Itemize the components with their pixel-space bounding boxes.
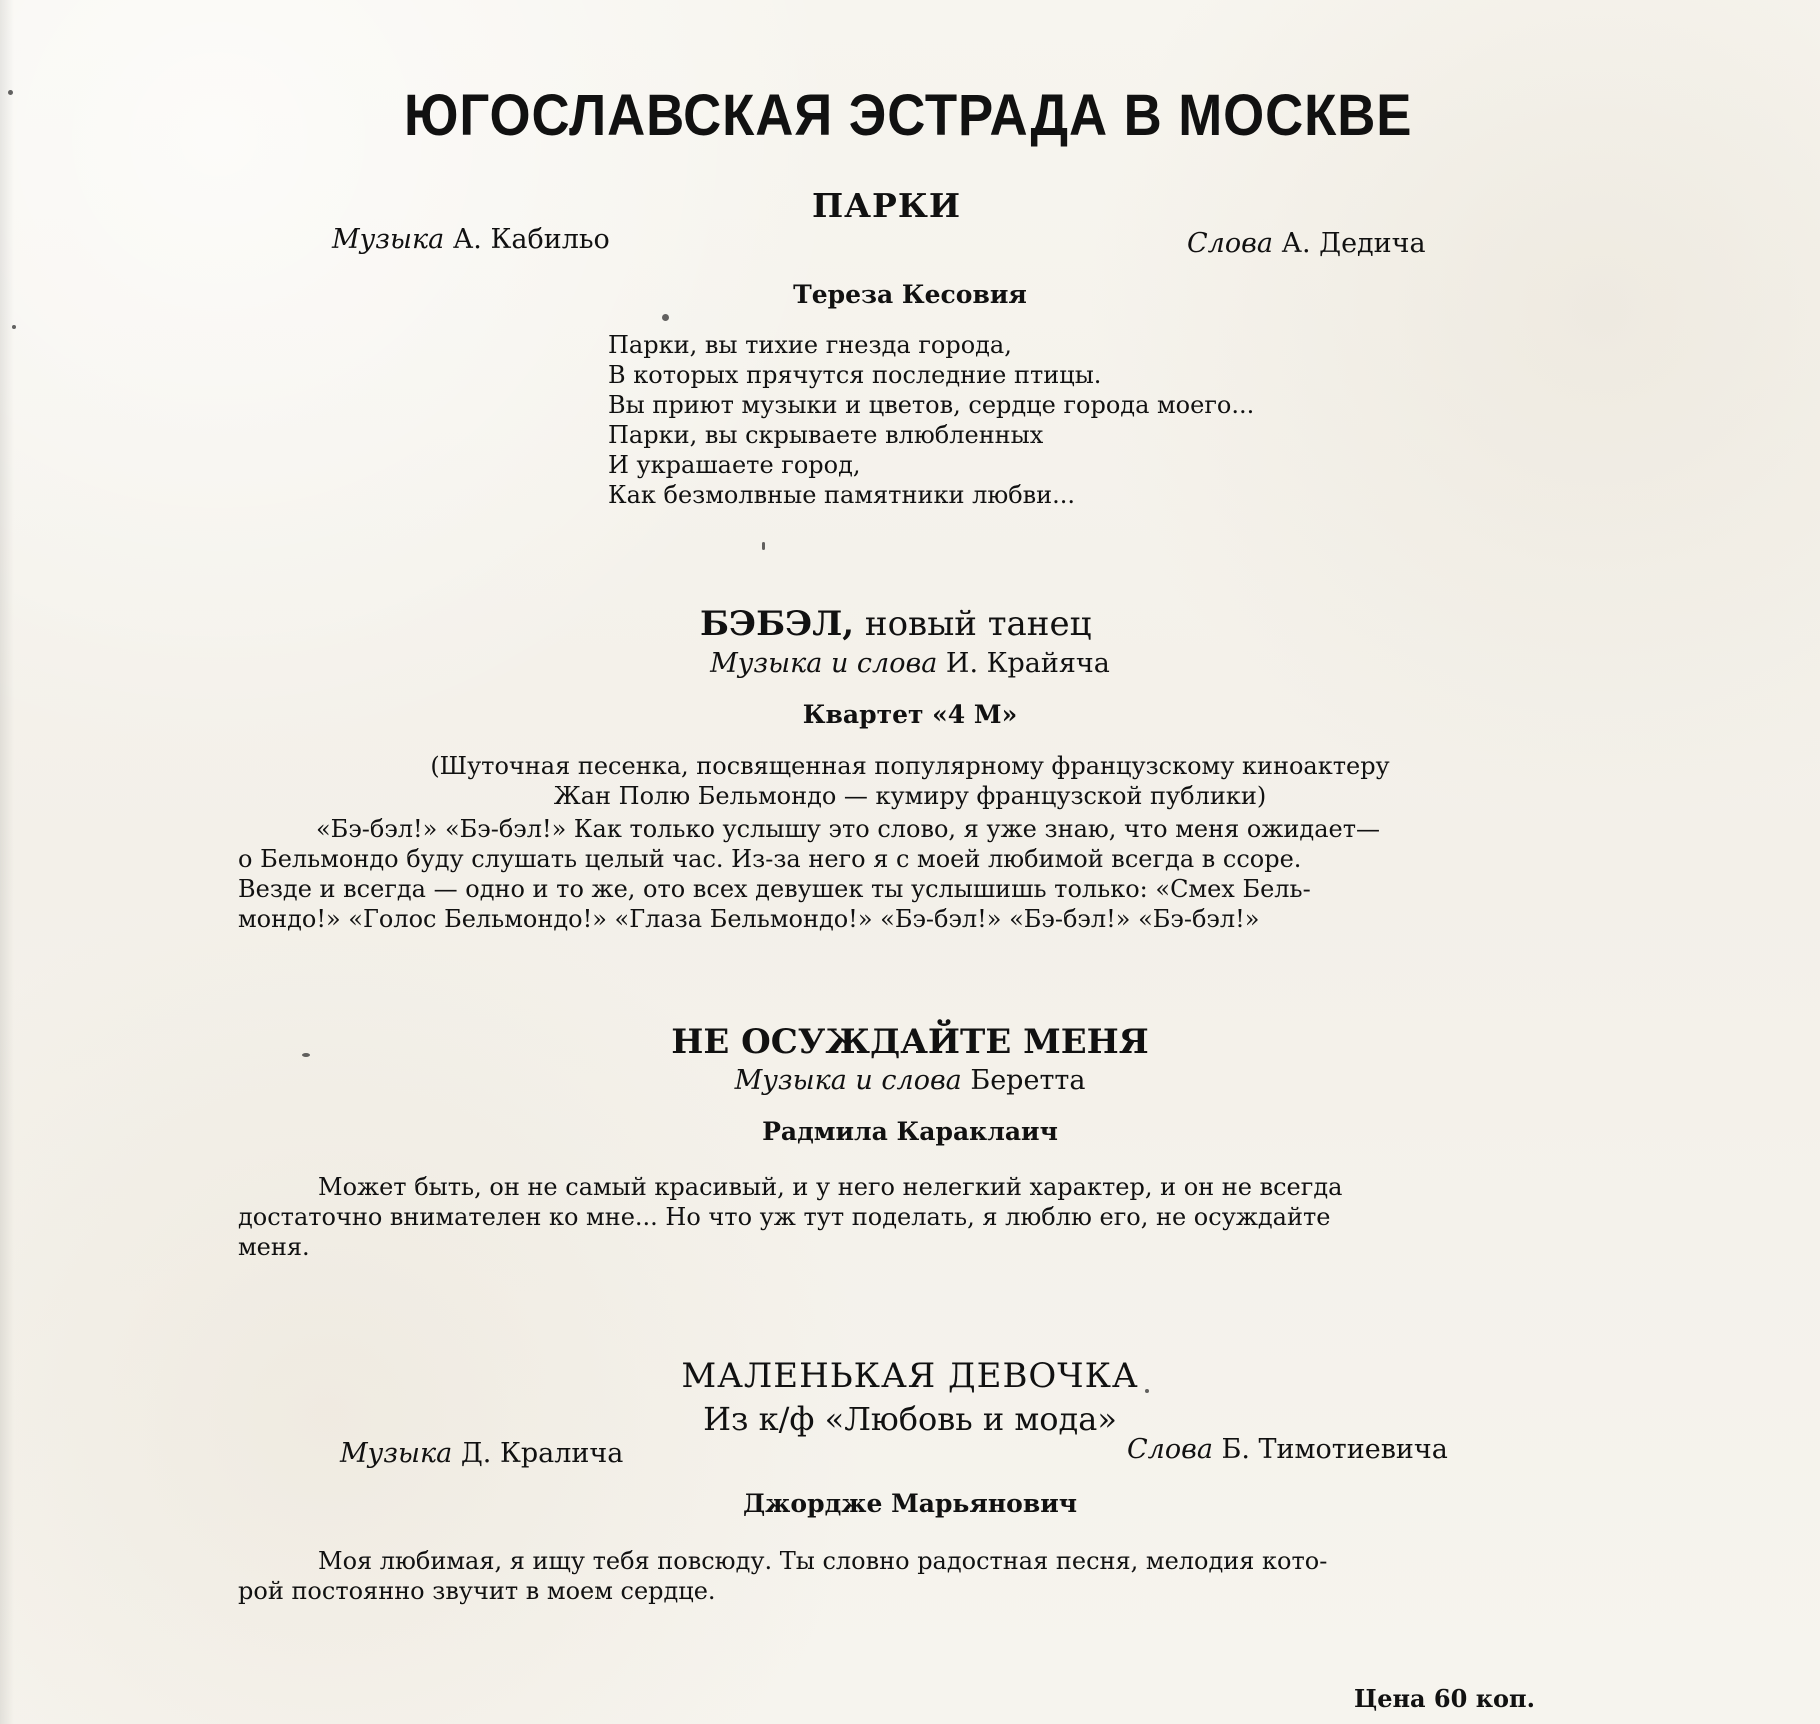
page-title: ЮГОСЛАВСКАЯ ЭСТРАДА В МОСКВЕ (404, 83, 1413, 148)
paragraph-line: меня. (238, 1233, 310, 1261)
song-title-parks: ПАРКИ (812, 186, 962, 225)
song-title-bebel-rest: новый танец (854, 604, 1092, 644)
performer-do-not-judge: Радмила Караклаич (762, 1117, 1058, 1146)
paragraph-line: Может быть, он не самый красивый, и у него нелегкий характер, и он не всегда (318, 1173, 1343, 1201)
paragraph-line: Везде и всегда — одно и то же, ото всех девушек ты услышишь только: «Смех Бель- (238, 875, 1311, 903)
song-subtitle-little-girl: Из к/ф «Любовь и мода» (703, 1400, 1117, 1438)
paper-speck-4 (762, 542, 765, 550)
music-credit-parks (332, 224, 610, 255)
song-credit-bebel-author: И. Крайяча (945, 648, 1110, 679)
intro-bebel-line-2: Жан Полю Бельмондо — кумиру французской публики) (553, 782, 1267, 810)
lyric-line: Как безмолвные памятники любви... (608, 481, 1076, 509)
page-edge-shadow (0, 0, 14, 1724)
paragraph-line: мондо!» «Голос Бельмондо!» «Глаза Бельмондо!» «Бэ-бэл!» «Бэ-бэл!» «Бэ-бэл!» (238, 905, 1260, 933)
paragraph-bebel (238, 814, 1530, 934)
lyrics-parks (608, 330, 1254, 510)
song-title-bebel-bold: БЭБЭЛ, (700, 604, 855, 644)
performer-bebel: Квартет «4 М» (802, 700, 1018, 729)
words-label-little-girl: Слова (1127, 1434, 1213, 1465)
paragraph-line: о Бельмондо буду слушать целый час. Из-за него я с моей любимой всегда в ссоре. (238, 845, 1302, 873)
song-credit-bebel (0, 648, 1820, 679)
song-credit-bebel-label: Музыка и слова (710, 648, 938, 679)
paragraph-little-girl (238, 1546, 1530, 1606)
words-credit-little-girl (1127, 1434, 1448, 1465)
words-credit-parks (1187, 228, 1426, 259)
price-label: Цена 60 коп. (1354, 1684, 1535, 1713)
performer-little-girl: Джордже Марьянович (742, 1489, 1078, 1518)
lyric-line: И украшаете город, (608, 451, 861, 479)
words-author-little-girl: Б. Тимотиевича (1221, 1434, 1448, 1465)
performer-parks: Тереза Кесовия (793, 280, 1027, 309)
lyric-line: Парки, вы скрываете влюбленных (608, 421, 1044, 449)
lyric-line: Вы приют музыки и цветов, сердце города моего... (608, 391, 1255, 419)
music-author-little-girl: Д. Кралича (460, 1438, 624, 1469)
song-title-bebel (700, 604, 1091, 644)
lyric-line: Парки, вы тихие гнезда города, (608, 331, 1012, 359)
paper-speck-1 (8, 90, 13, 95)
song-title-do-not-judge: НЕ ОСУЖДАЙТЕ МЕНЯ (671, 1022, 1149, 1062)
song-credit-do-not-judge-author: Беретта (970, 1065, 1086, 1096)
paragraph-line: «Бэ-бэл!» «Бэ-бэл!» Как только услышу это слово, я уже знаю, что меня ожидает— (316, 815, 1380, 843)
song-title-little-girl: МАЛЕНЬКАЯ ДЕВОЧКА (681, 1356, 1139, 1396)
music-label-little-girl: Музыка (340, 1438, 453, 1469)
words-label-parks: Слова (1187, 228, 1273, 259)
paragraph-line: рой постоянно звучит в моем сердце. (238, 1577, 716, 1605)
music-credit-little-girl (340, 1438, 623, 1469)
paragraph-do-not-judge (238, 1172, 1530, 1262)
song-credit-do-not-judge-label: Музыка и слова (734, 1065, 962, 1096)
paragraph-line: достаточно внимателен ко мне... Но что уж тут поделать, я люблю его, не осуждайте (238, 1203, 1331, 1231)
paper-speck-2 (12, 325, 16, 329)
intro-bebel-line-1: (Шуточная песенка, посвященная популярному французскому киноактеру (430, 752, 1390, 780)
words-author-parks: А. Дедича (1281, 228, 1426, 259)
lyric-line: В которых прячутся последние птицы. (608, 361, 1102, 389)
music-author-parks: А. Кабильо (452, 224, 610, 255)
music-label-parks: Музыка (332, 224, 445, 255)
paper-speck-3 (662, 314, 669, 321)
song-credit-do-not-judge (0, 1065, 1820, 1096)
paragraph-line: Моя любимая, я ищу тебя повсюду. Ты словно радостная песня, мелодия кото- (318, 1547, 1328, 1575)
